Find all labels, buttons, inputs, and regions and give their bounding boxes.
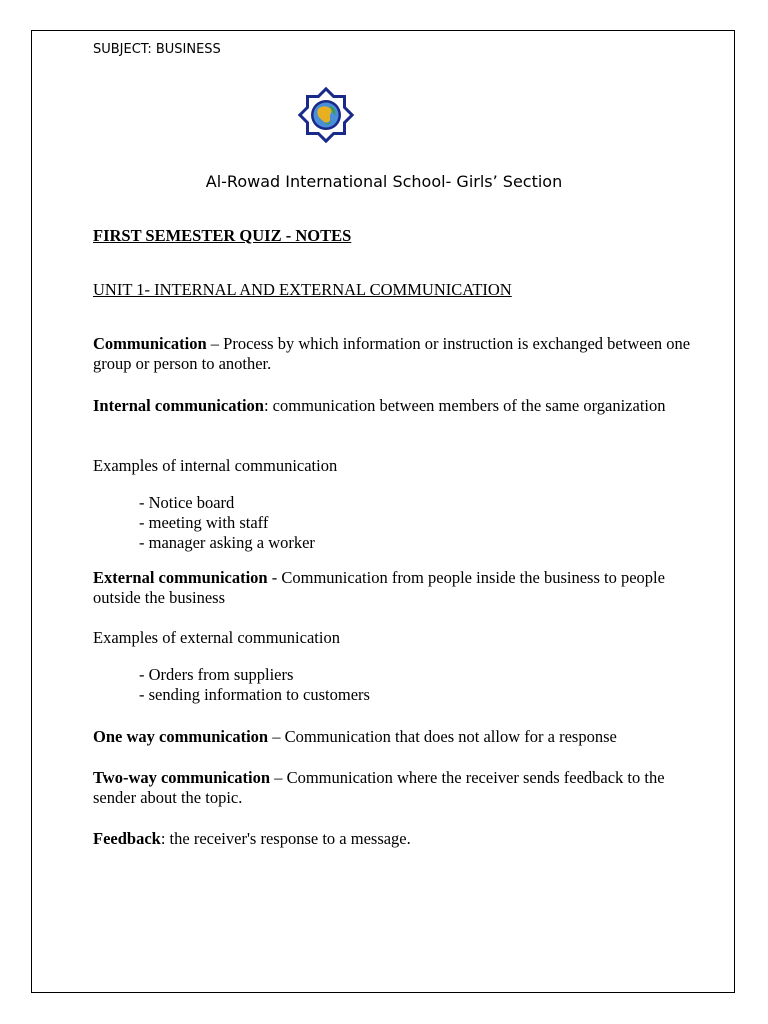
term: Communication (93, 334, 207, 353)
definition-text: – Communication that does not allow for a response (268, 727, 617, 746)
term: External communication (93, 568, 268, 587)
list-item: - Notice board (139, 493, 235, 512)
term: Two-way communication (93, 768, 271, 787)
list-item: - Orders from suppliers (139, 665, 294, 684)
internal-examples-heading: Examples of internal communication (93, 456, 338, 475)
definition-text: – Process by which information or instruction is exchanged between one group or person to another. (93, 334, 691, 373)
definition-feedback (93, 829, 693, 849)
definition-text: : the receiver's response to a message. (160, 829, 411, 848)
list-item: - meeting with staff (139, 513, 269, 532)
definition-text: : communication between members of the same organization (263, 396, 666, 415)
term: Feedback (93, 829, 161, 848)
definition-text: – Communication where the receiver sends feedback to the sender about the topic. (93, 768, 665, 807)
term: One way communication (93, 727, 269, 746)
school-name: Al-Rowad International School- Girls’ Section (205, 172, 563, 191)
school-crest-icon (298, 87, 354, 143)
definition-internal (93, 396, 693, 416)
page-title: FIRST SEMESTER QUIZ - NOTES (93, 226, 352, 245)
definition-communication (93, 334, 693, 374)
term: Internal communication (93, 396, 264, 415)
list-item: - sending information to customers (139, 685, 370, 704)
definition-two-way (93, 768, 693, 808)
list-item: - manager asking a worker (139, 533, 315, 552)
external-examples-heading: Examples of external communication (93, 628, 340, 647)
definition-text: - Communication from people inside the business to people outside the business (93, 568, 665, 607)
definition-external (93, 568, 693, 608)
definition-one-way (93, 727, 693, 747)
unit-heading: UNIT 1- INTERNAL AND EXTERNAL COMMUNICATION (93, 280, 512, 299)
subject-label: SUBJECT: BUSINESS (93, 42, 221, 57)
